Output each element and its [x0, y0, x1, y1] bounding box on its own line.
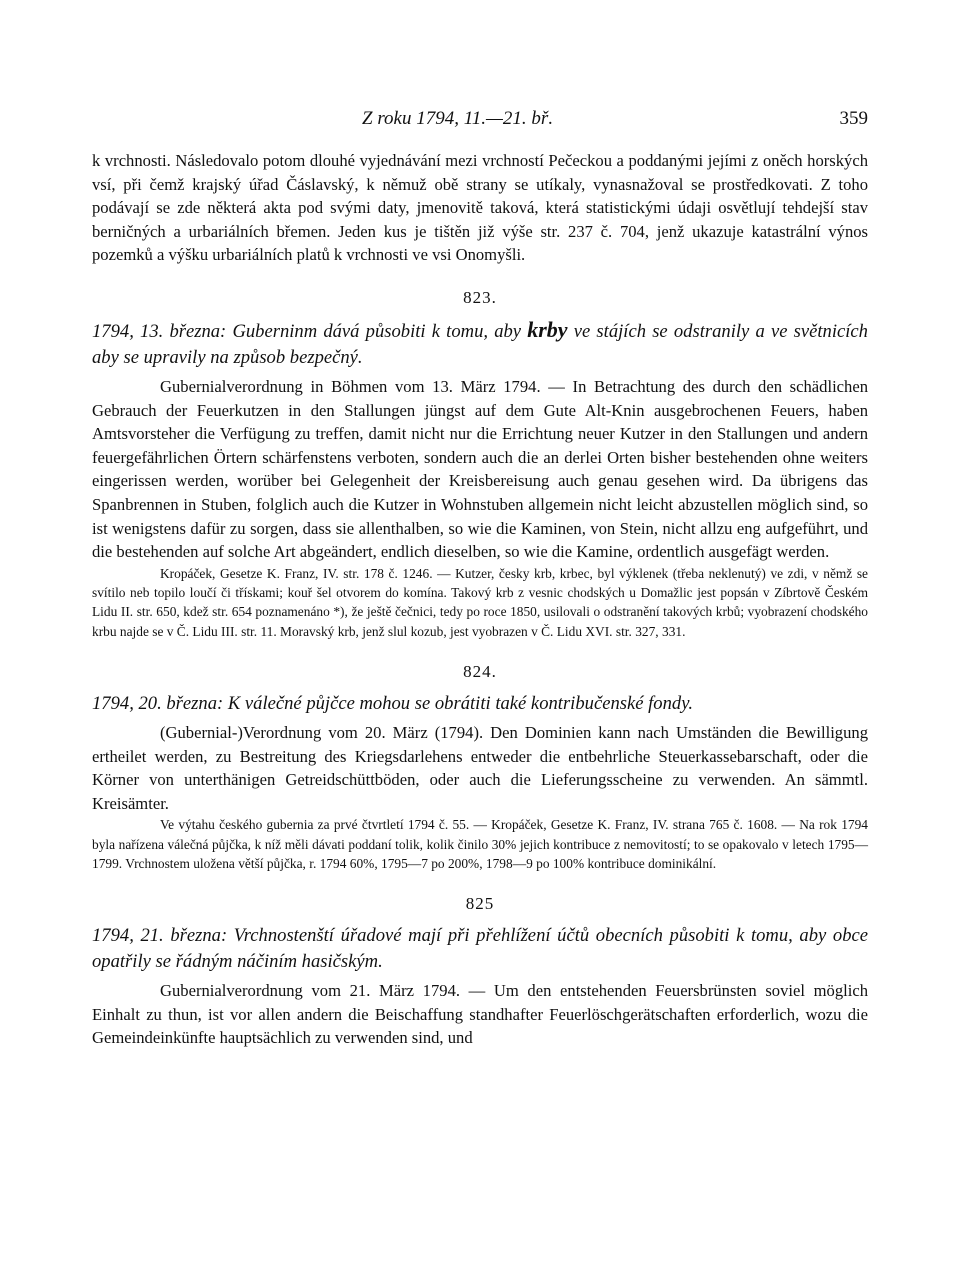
entry-text: Gubernialverordnung vom 21. März 1794. — Um den entstehenden Feuersbrünsten soviel möglich Einhalt zu thun, ist vor allen andern die Beischaffung standhafter Feuerlöschgerätschaften erforderlich, wozu die Gemeindeinkünfte hauptsächlich zu verwenden sind, und — [92, 981, 868, 1048]
entry-title-date: 1794, 21. března: — [92, 925, 228, 947]
entry-title-text: Guberninm dává působiti k tomu, aby — [232, 320, 522, 342]
page-header — [92, 108, 868, 134]
entry-text: (Gubernial-)Verordnung vom 20. März (1794). Den Dominien kann nach Umständen die Bewilligung ertheilet werden, zu Bestreitung des Kriegsdarlehens entweder die entbehrliche Steuerkassebarschaft, oder die Körner von unterthänigen Getreidschüttböden, oder auch die Lieferungsscheine zu verwenden. An sämmtl. Kreisämter. — [92, 722, 868, 813]
entry-title-date: 1794, 13. března: — [92, 320, 227, 342]
entry-title — [92, 691, 868, 717]
entry-title — [92, 923, 868, 975]
page-body — [92, 149, 868, 1050]
entry-title — [92, 317, 868, 371]
entry-number: 824. — [463, 661, 497, 681]
entry-823 — [92, 288, 868, 641]
entry-text: Gubernialverordnung in Böhmen vom 13. März 1794. — In Betrachtung des durch den schädlichen Gebrauch der Feuerkutzen in den Stallungen jüngst auf dem Gute Alt-Knin ausgebrochenen Feuers, haben Amtsvorsteher die Verfügung zu treffen, damit nicht nur die Errichtung neuer Kutzer in den Stallungen und andern feuergefährlichen Örtern schärfenstens verboten, sondern auch die an derlei Orten bisher bestehenden ohne weiters eingerissen werden, worüber bei Gelegenheit der Kreisbereisung auch genau gesehen wird. Da übrigens das Spanbrennen in Stuben, folglich auch die Kutzer in Wohnstuben allgemein nicht leicht abzustellen möglich sind, so ist wenigstens dafür zu sorgen, dass sie allenthalben, so wie die Kaminen, von Stein, nicht allzu eng aufgeführt, und die bestehenden auf solche Art abgeändert, endlich dieselben, so wie die Kamine, ordentlich ausgefägt werden. — [92, 376, 868, 562]
intro-paragraph: k vrchnosti. Následovalo potom dlouhé vyjednávání mezi vrchností Pečeckou a poddanými jejími z oněch horských vsí, při čemž krajský úřad Čáslavský, k němuž obě strany se utíkaly, vynasnažoval se prostředkovati. Z toho podávají se zde některá akta pod svými daty, jmenovitě taková, která statistickými údaji osvětlují tehdejší stav berničných a urbariálních břemen. Jeden kus je tištěn již výše str. 237 č. 704, jenž ukazuje katastrální výnos pozemků a výšku urbariálních platů k vrchnosti ve vsi Onomyšli. — [92, 151, 868, 265]
entry-title-date: 1794, 20. března: — [92, 692, 224, 714]
entry-title-text-cont: ve stájích se odstranily a ve světnicích aby se upravily na způsob bezpečný. — [92, 320, 868, 368]
entry-825 — [92, 894, 868, 1050]
page-number: 359 — [839, 108, 868, 129]
entry-title-text: K válečné půjčce mohou se obrátiti také kontribučenské fondy. — [227, 692, 694, 714]
entry-note: Kropáček, Gesetze K. Franz, IV. str. 178 č. 1246. — Kutzer, česky krb, krbec, byl výklenek (třeba neklenutý) ve zdi, v němž se svítilo neb topilo loučí či třískami; kouř šel otvorem do komína. Takový krb z vesnic chodských u Domažlic jest popsán v Zíbrtově Českém Lidu II. str. 650, kdež str. 654 poznamenáno *), že ještě čečnici, tedy po roce 1850, usilovali o odstranění takových krbů; vyobrazení chodského krbu najde se v Č. Lidu III. str. 11. Moravský krb, jenž slul kozub, jest vyobrazen v Č. Lidu XVI. str. 327, 331. — [92, 565, 868, 639]
entry-title-text: Vrchnostenští úřadové mají při přehlížení účtů obecních působiti k tomu, aby obce opatřily se řádným náčiním hasičským. — [92, 925, 868, 973]
entry-number: 825 — [465, 894, 495, 914]
entry-note: Ve výtahu českého gubernia za prvé čtvrtletí 1794 č. 55. — Kropáček, Gesetze K. Franz, IV. strana 765 č. 1608. — Na rok 1794 byla nařízena válečná půjčka, k níž měli dávati poddaní tolik, kolik činilo 30% jejich kontribuce z nemovitostí; to se opakovalo v letech 1795—1799. Vrchnostem uložena větší půjčka, r. 1794 60%, 1795—7 po 200%, 1798—9 po 100% kontribuce dominikální. — [92, 817, 868, 871]
running-head: Z roku 1794, 11.—21. bř. — [362, 108, 554, 129]
entry-number: 823. — [463, 287, 497, 307]
entry-title-keyword: krby — [527, 316, 568, 342]
entry-824 — [92, 662, 868, 873]
